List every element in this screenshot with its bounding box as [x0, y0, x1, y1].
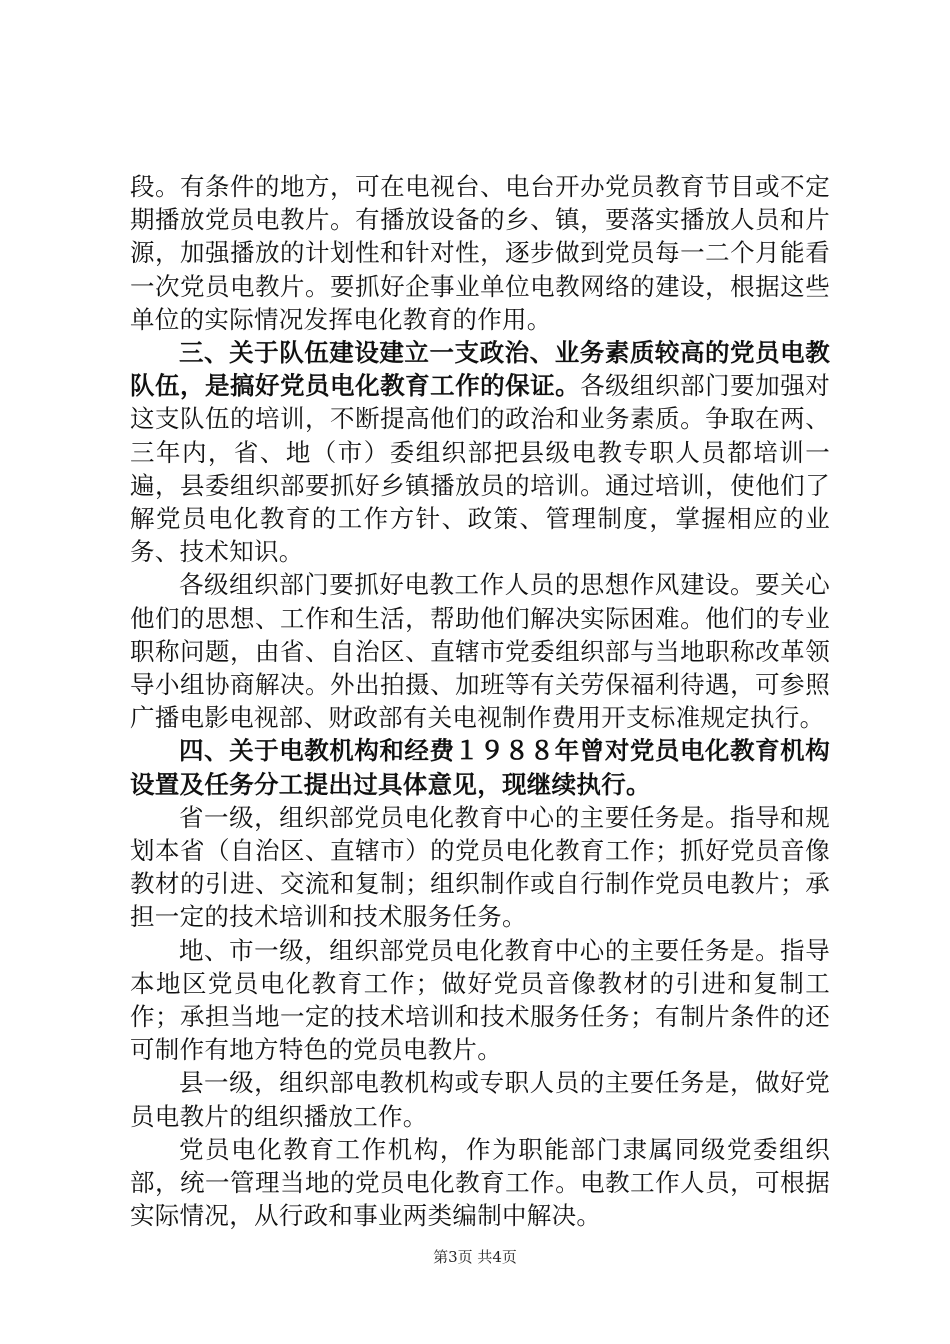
document-body: [130, 170, 830, 1233]
section-heading-4: 四、关于电教机构和经费１９８８年曾对党员电化教育机构设置及任务分工提出过具体意见，现继续执行。: [130, 736, 830, 799]
page-footer: [0, 1246, 950, 1267]
paragraph-text: 段。有条件的地方，可在电视台、电台开办党员教育节目或不定期播放党员电教片。有播放设备的乡、镇，要落实播放人员和片源，加强播放的计划性和针对性，逐步做到党员每一二个月能看一次党员电教片。要抓好企事业单位电教网络的建设，根据这些单位的实际情况发挥电化教育的作用。: [130, 172, 830, 334]
paragraph-text: 地、市一级，组织部党员电化教育中心的主要任务是。指导本地区党员电化教育工作；做好党员音像教材的引进和复制工作；承担当地一定的技术培训和技术服务任务；有制片条件的还可制作有地方特色的党员电教片。: [130, 935, 830, 1065]
paragraph-text: 各级组织部门要抓好电教工作人员的思想作风建设。要关心他们的思想、工作和生活，帮助他们解决实际困难。他们的专业职称问题，由省、自治区、直辖市党委组织部与当地职称改革领导小组协商解决。外出拍摄、加班等有关劳保福利待遇，可参照广播电影电视部、财政部有关电视制作费用开支标准规定执行。: [130, 570, 830, 733]
paragraph-text: 省一级，组织部党员电化教育中心的主要任务是。指导和规划本省（自治区、直辖市）的党员电化教育工作；抓好党员音像教材的引进、交流和复制；组织制作或自行制作党员电教片；承担一定的技术培训和技术服务任务。: [130, 802, 830, 932]
page-number-label: 第3页 共4页: [433, 1248, 517, 1266]
paragraph-5: [130, 801, 830, 934]
paragraph-text: 党员电化教育工作机构，作为职能部门隶属同级党委组织部，统一管理当地的党员电化教育工作。电教工作人员，可根据实际情况，从行政和事业两类编制中解决。: [130, 1134, 830, 1231]
section-heading-3: 三、关于队伍建设建立一支政治、业务素质较高的党员电教队伍，是搞好党员电化教育工作的保证。: [130, 338, 830, 401]
paragraph-text: 各级组织部门要加强对这支队伍的培训，不断提高他们的政治和业务素质。争取在两、三年内，省、地（市）委组织部把县级电教专职人员都培训一遍，县委组织部要抓好乡镇播放员的培训。通过培训，使他们了解党员电化教育的工作方针、政策、管理制度，掌握相应的业务、技术知识。: [130, 371, 831, 567]
paragraph-8: [130, 1133, 830, 1233]
paragraph-7: [130, 1066, 830, 1132]
paragraph-section-4: [130, 734, 830, 800]
paragraph-6: [130, 934, 830, 1067]
paragraph-3: [130, 568, 830, 734]
paragraph-section-3: [130, 336, 830, 568]
paragraph-1: [130, 170, 830, 336]
paragraph-text: 县一级，组织部电教机构或专职人员的主要任务是，做好党员电教片的组织播放工作。: [130, 1068, 830, 1131]
